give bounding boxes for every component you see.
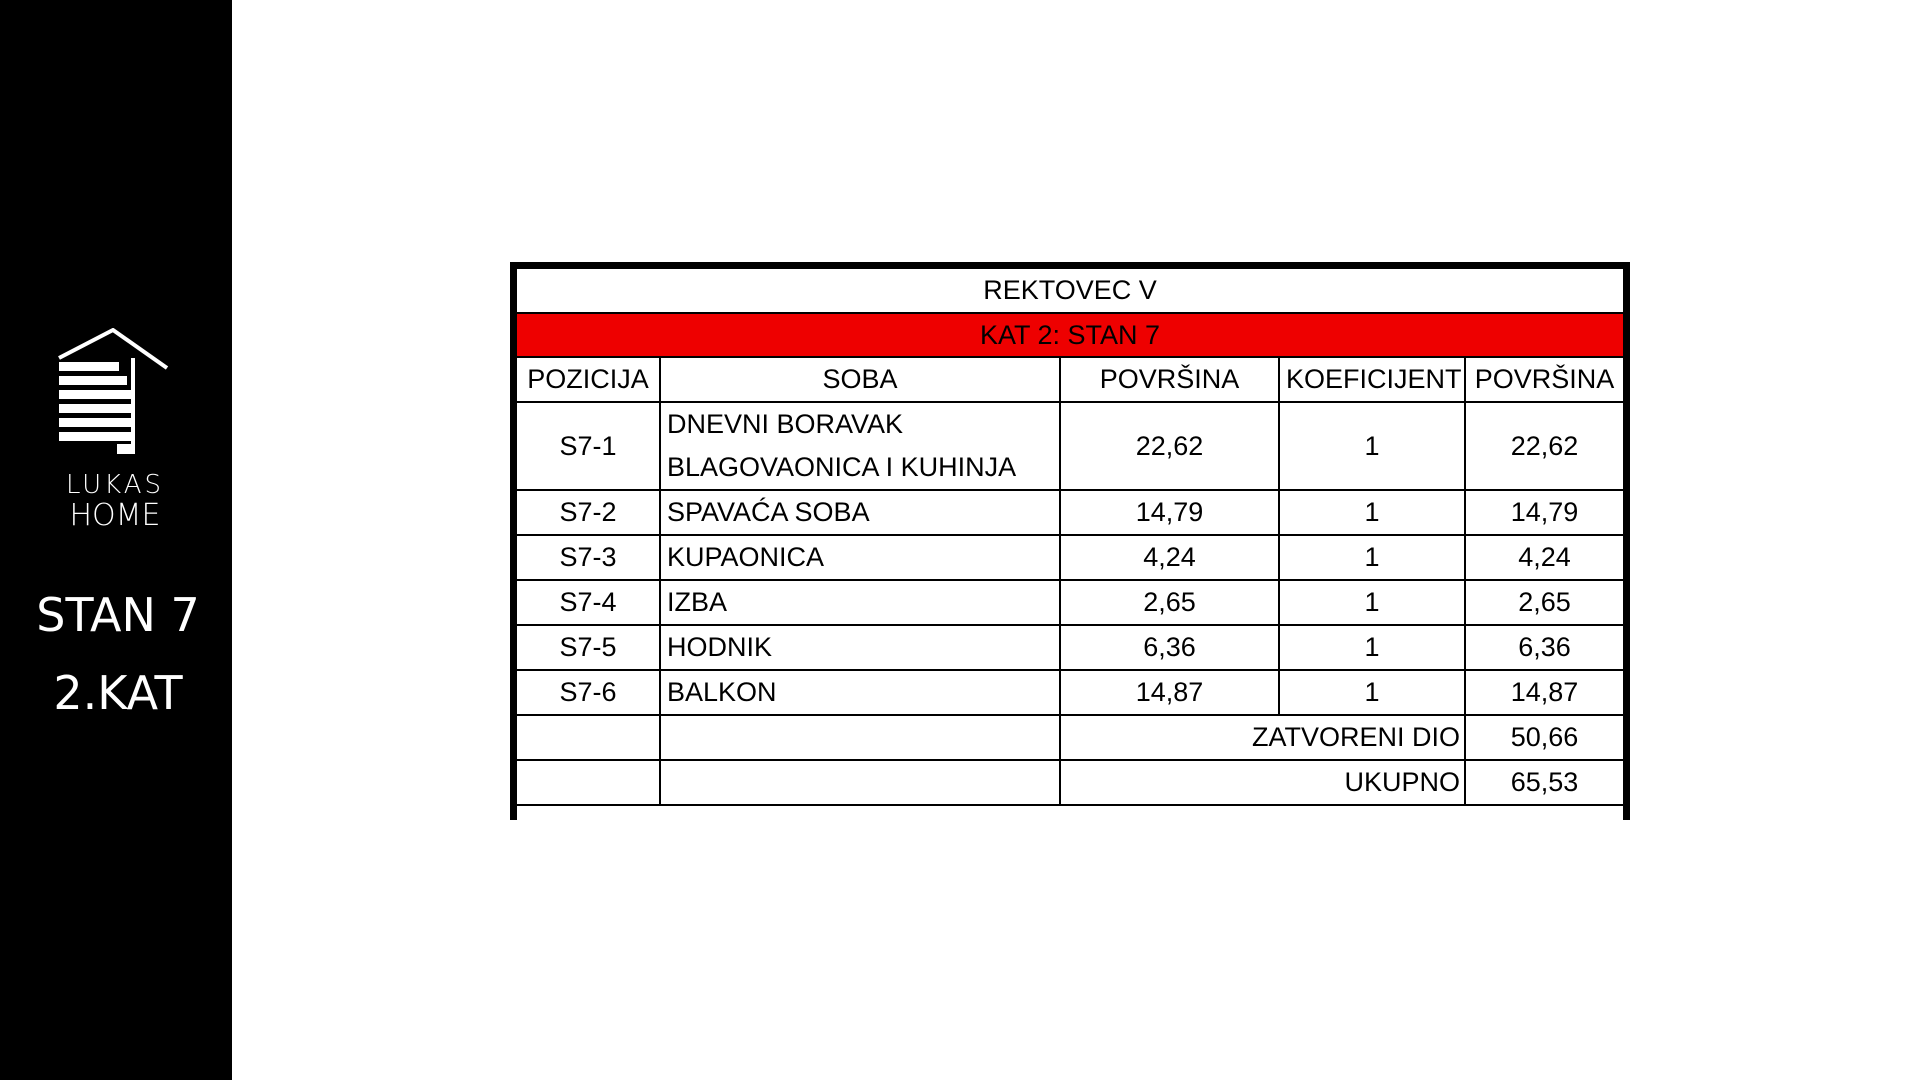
header-koeficijent: KOEFICIJENT — [1279, 357, 1465, 402]
total-overall-label: UKUPNO — [1060, 760, 1465, 805]
area-table-frame — [510, 262, 1630, 820]
table-title-row — [517, 269, 1623, 313]
row-povrsina: 4,24 — [1060, 535, 1279, 580]
row-pozicija: S7-2 — [517, 490, 660, 535]
total-closed-value: 50,66 — [1465, 715, 1623, 760]
row-povrsina: 6,36 — [1060, 625, 1279, 670]
row-koeficijent: 1 — [1279, 580, 1465, 625]
table-row — [517, 670, 1623, 715]
row-soba: IZBA — [660, 580, 1060, 625]
table-row — [517, 580, 1623, 625]
row-koeficijent: 1 — [1279, 670, 1465, 715]
row-soba: HODNIK — [660, 625, 1060, 670]
table-subtitle-row — [517, 313, 1623, 357]
row-pozicija: S7-6 — [517, 670, 660, 715]
row-povrsina-k: 4,24 — [1465, 535, 1623, 580]
total-overall-value: 65,53 — [1465, 760, 1623, 805]
header-povrsina-k: POVRŠINA — [1465, 357, 1623, 402]
row-povrsina: 14,87 — [1060, 670, 1279, 715]
row-povrsina-k: 22,62 — [1465, 402, 1623, 490]
row-povrsina: 2,65 — [1060, 580, 1279, 625]
row-soba — [660, 402, 1060, 490]
brand-line2: HOME — [69, 498, 161, 533]
table-header-row — [517, 357, 1623, 402]
row-pozicija: S7-5 — [517, 625, 660, 670]
row-koeficijent: 1 — [1279, 625, 1465, 670]
row-koeficijent: 1 — [1279, 490, 1465, 535]
header-povrsina: POVRŠINA — [1060, 357, 1279, 402]
totals-row-closed — [517, 715, 1623, 760]
building-logo-icon — [57, 328, 169, 454]
header-soba: SOBA — [660, 357, 1060, 402]
row-pozicija: S7-4 — [517, 580, 660, 625]
row-koeficijent: 1 — [1279, 535, 1465, 580]
total-closed-label: ZATVORENI DIO — [1060, 715, 1465, 760]
unit-name: STAN 7 — [36, 588, 200, 642]
row-povrsina: 14,79 — [1060, 490, 1279, 535]
row-soba-line1: DNEVNI BORAVAK — [667, 409, 904, 439]
row-povrsina-k: 14,79 — [1465, 490, 1623, 535]
row-pozicija: S7-1 — [517, 402, 660, 490]
sidebar — [0, 0, 232, 1080]
table-row — [517, 625, 1623, 670]
row-soba: BALKON — [660, 670, 1060, 715]
row-povrsina: 22,62 — [1060, 402, 1279, 490]
brand-line1: LUKAS — [65, 470, 165, 500]
row-koeficijent: 1 — [1279, 402, 1465, 490]
header-pozicija: POZICIJA — [517, 357, 660, 402]
totals-row-overall — [517, 760, 1623, 805]
lukas-home-logo — [40, 328, 190, 533]
table-title: REKTOVEC V — [517, 269, 1623, 313]
row-povrsina-k: 6,36 — [1465, 625, 1623, 670]
empty-cell — [660, 760, 1060, 805]
unit-floor: 2.KAT — [53, 666, 183, 720]
row-pozicija: S7-3 — [517, 535, 660, 580]
empty-cell — [660, 715, 1060, 760]
table-row — [517, 490, 1623, 535]
row-soba-line2: BLAGOVAONICA I KUHINJA — [667, 452, 1017, 482]
row-soba: SPAVAĆA SOBA — [660, 490, 1060, 535]
table-row — [517, 402, 1623, 490]
row-povrsina-k: 14,87 — [1465, 670, 1623, 715]
empty-cell — [517, 715, 660, 760]
table-subtitle: KAT 2: STAN 7 — [517, 313, 1623, 357]
area-table — [517, 269, 1623, 806]
row-soba: KUPAONICA — [660, 535, 1060, 580]
row-povrsina-k: 2,65 — [1465, 580, 1623, 625]
empty-cell — [517, 760, 660, 805]
table-row — [517, 535, 1623, 580]
